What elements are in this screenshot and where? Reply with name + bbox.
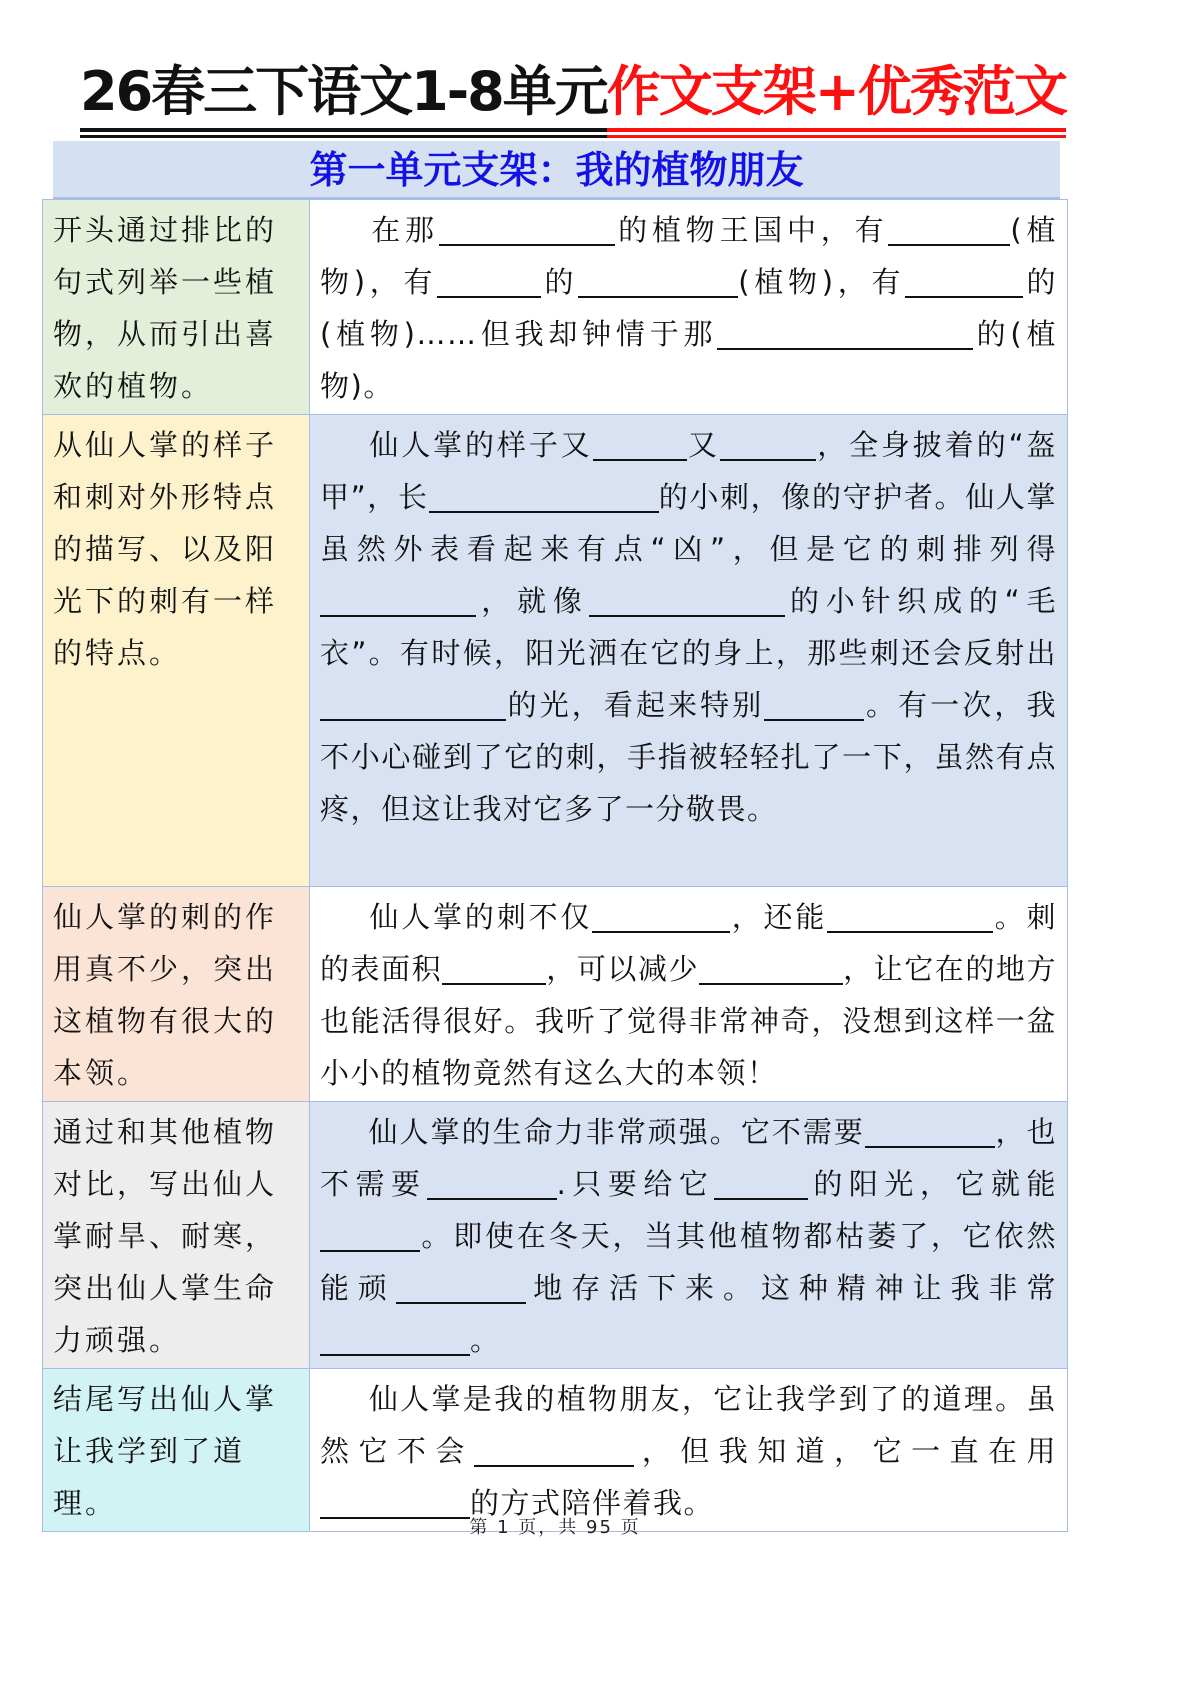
blank[interactable] — [442, 947, 546, 985]
blank[interactable] — [474, 1429, 634, 1467]
guide-text: 仙人掌的刺的作用真不少，突出这植物有很大的本领。 — [53, 900, 278, 1090]
blank[interactable] — [320, 579, 476, 617]
blank[interactable] — [827, 895, 993, 933]
guide-cell — [43, 887, 310, 1102]
blank[interactable] — [427, 1162, 557, 1200]
guide-cell — [43, 1102, 310, 1369]
title-black-part: 26春三下语文1-8单元 — [80, 60, 607, 132]
blank[interactable] — [717, 312, 973, 350]
blank[interactable] — [714, 1162, 808, 1200]
blank[interactable] — [320, 683, 506, 721]
fill-in-cell: 在那 的植物王国中，有 (植物)，有 的 (植物)，有 的(植物)……但我却钟情于那 的(植物)。 — [310, 200, 1068, 415]
table-row — [43, 887, 1068, 1102]
table-row — [43, 1102, 1068, 1369]
blank[interactable] — [888, 208, 1010, 246]
guide-text: 通过和其他植物对比，写出仙人掌耐旱、耐寒，突出仙人掌生命力顽强。 — [53, 1115, 278, 1357]
blank[interactable] — [589, 579, 785, 617]
blank[interactable] — [720, 423, 816, 461]
blank[interactable] — [320, 1318, 470, 1356]
fill-in-cell: 仙人掌的生命力非常顽强。它不需要 ，也不需要 .只要给它 的阳光，它就能。即使在冬天，当其他植物都枯萎了，它依然能顽 地存活下来。这种精神让我非常。 — [310, 1102, 1068, 1369]
blank[interactable] — [437, 260, 541, 298]
fill-in-cell: 仙人掌的刺不仅 ，还能 。刺的表面积 ，可以减少 ，让它在的地方也能活得很好。我听了觉得非常神奇，没想到这样一盆小小的植物竟然有这么大的本领！ — [310, 887, 1068, 1102]
blank[interactable] — [764, 683, 864, 721]
page-number: 第 1 页，共 95 页 — [469, 1517, 641, 1538]
blank[interactable] — [593, 423, 687, 461]
guide-cell — [43, 1369, 310, 1532]
blank[interactable] — [865, 1110, 995, 1148]
blank[interactable] — [396, 1266, 526, 1304]
framework-table — [42, 199, 1068, 1532]
guide-text: 开头通过排比的句式列举一些植物，从而引出喜欢的植物。 — [53, 213, 278, 403]
blank[interactable] — [439, 208, 615, 246]
document-title — [80, 60, 1066, 132]
table-row — [43, 415, 1068, 887]
fill-in-cell: 仙人掌是我的植物朋友，它让我学到了的道理。虽然它不会 ，但我知道，它一直在用的方式陪伴着我。 — [310, 1369, 1068, 1532]
fill-in-cell: 仙人掌的样子又 又 ，全身披着的“盔甲”，长 的小刺，像的守护者。仙人掌虽然外表看起来有点“凶”，但是它的刺排列得，就像 的小针织成的“毛衣”。有时候，阳光洒在它的身上，那些刺还会反射出的光，看起来特别 。有一次，我不小心碰到了它的刺，手指被轻轻扎了一下，虽然有点疼，但这让我对它多了一分敬畏。 — [310, 415, 1068, 887]
guide-text: 从仙人掌的样子和刺对外形特点的描写、以及阳光下的刺有一样的特点。 — [53, 428, 278, 670]
guide-text: 结尾写出仙人掌让我学到了道理。 — [53, 1382, 278, 1520]
blank[interactable] — [905, 260, 1023, 298]
table-row — [43, 200, 1068, 415]
blank[interactable] — [320, 1214, 420, 1252]
table-row — [43, 1369, 1068, 1532]
title-red-part: 作文支架+优秀范文 — [607, 60, 1066, 132]
guide-cell — [43, 415, 310, 887]
unit-banner: 第一单元支架：我的植物朋友 — [53, 141, 1060, 199]
blank[interactable] — [699, 947, 843, 985]
guide-cell — [43, 200, 310, 415]
blank[interactable] — [592, 895, 730, 933]
blank[interactable] — [429, 475, 659, 513]
blank[interactable] — [578, 260, 738, 298]
